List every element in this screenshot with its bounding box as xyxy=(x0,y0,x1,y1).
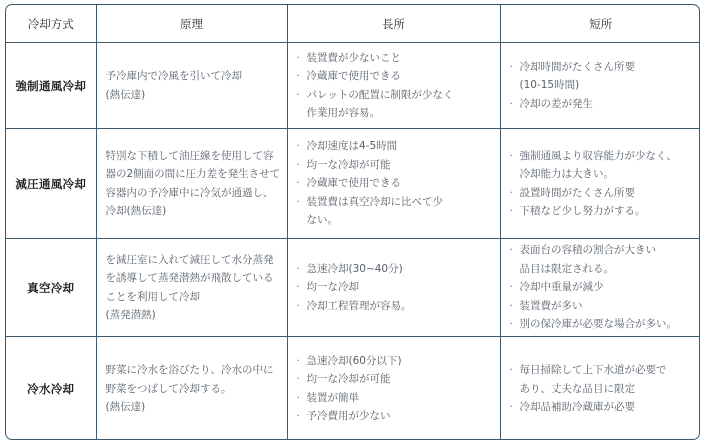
method-cell: 真空冷却 xyxy=(6,239,96,337)
list-item: · 均一な冷却が可能 xyxy=(297,156,494,175)
principle-text: を減圧室に入れて減圧して水分蒸発を誘導して蒸発潜熱が飛散していることを利用して冷却 (蒸発潜熱) xyxy=(105,253,274,321)
cons-cell xyxy=(500,239,700,337)
cons-list xyxy=(510,147,696,221)
list-item: · 冷却工程管理が容易。 xyxy=(297,297,494,316)
list-item: · 急速冷却(30~40分) xyxy=(297,260,494,279)
list-item: · 強制通風より収容能力が少なく、 冷却能力は大きい。 xyxy=(510,147,696,184)
method-cell: 冷水冷却 xyxy=(6,337,96,441)
method-cell: 強制通風冷却 xyxy=(6,43,96,129)
list-item: · 冷却品補助冷蔵庫が必要 xyxy=(510,398,696,417)
list-item: · 冷却速度は4-5時間 xyxy=(297,137,494,156)
list-item: · 設置時間がたくさん所要 xyxy=(510,184,696,203)
list-item: · 装置費が多い xyxy=(510,297,696,316)
table-row xyxy=(6,239,700,337)
principle-text: 特別な下積して油圧線を使用して容器の2側面の間に圧力差を発生させて容器内の予冷庫中に冷気が通過し、冷却(熱伝達) xyxy=(105,149,281,217)
cons-cell xyxy=(500,43,700,129)
principle-cell xyxy=(96,239,287,337)
header-cons: 短所 xyxy=(500,5,700,43)
pros-cell xyxy=(287,337,500,441)
list-item: · 急速冷却(60分以下) xyxy=(297,352,494,371)
cons-list xyxy=(510,361,696,417)
table-row xyxy=(6,337,700,441)
principle-cell xyxy=(96,337,287,441)
table-row xyxy=(6,43,700,129)
cons-cell xyxy=(500,129,700,239)
list-item: · 均一な冷却が可能 xyxy=(297,370,494,389)
list-item: · 冷蔵庫で使用できる xyxy=(297,67,494,86)
list-item: · 毎日掃除して上下水道が必要で あり、丈夫な品目に限定 xyxy=(510,361,696,398)
list-item: · 均一な冷却 xyxy=(297,278,494,297)
list-item: · 冷蔵庫で使用できる xyxy=(297,174,494,193)
header-pros: 長所 xyxy=(287,5,500,43)
pros-list xyxy=(297,352,494,426)
pros-cell xyxy=(287,43,500,129)
list-item: · 下積など少し努力がする。 xyxy=(510,202,696,221)
cons-list xyxy=(510,58,696,114)
header-row xyxy=(6,5,700,43)
pros-list xyxy=(297,49,494,123)
pros-cell xyxy=(287,129,500,239)
list-item: · 装置が簡単 xyxy=(297,389,494,408)
list-item: · 表面台の容積の割合が大きい 品目は限定される。 xyxy=(510,241,696,278)
table-row xyxy=(6,129,700,239)
list-item: · 予冷費用が少ない xyxy=(297,407,494,426)
list-item: · 冷却中重量が減少 xyxy=(510,278,696,297)
principle-cell xyxy=(96,129,287,239)
cooling-methods-table-frame xyxy=(5,4,700,440)
pros-cell xyxy=(287,239,500,337)
principle-text: 予冷庫内で冷風を引いて冷却 (熱伝達) xyxy=(105,70,242,101)
pros-list xyxy=(297,137,494,230)
header-principle: 原理 xyxy=(96,5,287,43)
list-item: · 冷却の差が発生 xyxy=(510,95,696,114)
method-cell: 減圧通風冷却 xyxy=(6,129,96,239)
cooling-methods-table xyxy=(6,5,700,440)
list-item: · パレットの配置に制限が少なく 作業用が容易。 xyxy=(297,86,494,123)
list-item: · 装置費は真空冷却に比べて少 ない。 xyxy=(297,193,494,230)
list-item: · 冷却時間がたくさん所要 (10-15時間) xyxy=(510,58,696,95)
cons-cell xyxy=(500,337,700,441)
principle-text: 野菜に冷水を浴びたり、冷水の中に野菜をつばして冷却する。 (熱伝達) xyxy=(105,364,274,413)
list-item: · 装置費が少ないこと xyxy=(297,49,494,68)
list-item: · 別の保冷庫が必要な場合が多い。 xyxy=(510,315,696,334)
header-method: 冷却方式 xyxy=(6,5,96,43)
principle-cell xyxy=(96,43,287,129)
pros-list xyxy=(297,260,494,316)
cons-list xyxy=(510,241,696,334)
